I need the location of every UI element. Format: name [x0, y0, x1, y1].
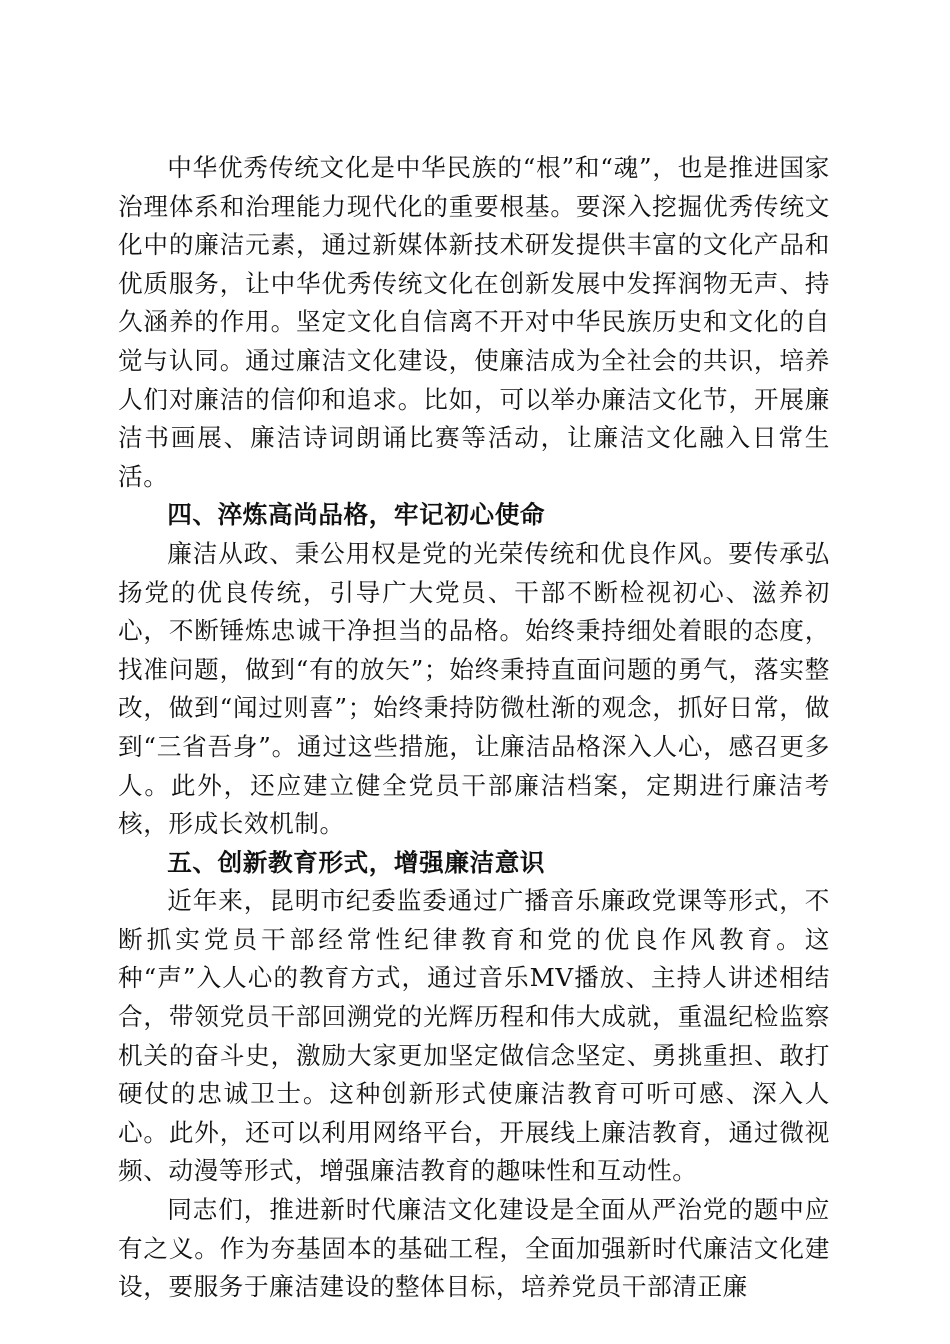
document-page	[118, 149, 830, 1307]
body-paragraph-1: 中华优秀传统文化是中华民族的“根”和“魂”，也是推进国家治理体系和治理能力现代化的重要根基。要深入挖掘优秀传统文化中的廉洁元素，通过新媒体新技术研发提供丰富的文化产品和优质服务，让中华优秀传统文化在创新发展中发挥润物无声、持久涵养的作用。坚定文化自信离不开对中华民族历史和文化的自觉与认同。通过廉洁文化建设，使廉洁成为全社会的共识，培养人们对廉洁的信仰和追求。比如，可以举办廉洁文化节，开展廉洁书画展、廉洁诗词朗诵比赛等活动，让廉洁文化融入日常生活。	[118, 153, 830, 491]
body-paragraph-4: 同志们，推进新时代廉洁文化建设是全面从严治党的题中应有之义。作为夯基固本的基础工程，全面加强新时代廉洁文化建设，要服务于廉洁建设的整体目标，培养党员干部清正廉	[118, 1195, 830, 1302]
body-paragraph-3: 近年来，昆明市纪委监委通过广播音乐廉政党课等形式，不断抓实党员干部经常性纪律教育和党的优良作风教育。这种“声”入人心的教育方式，通过音乐MV播放、主持人讲述相结合，带领党员干部回溯党的光辉历程和伟大成就，重温纪检监察机关的奋斗史，激励大家更加坚定做信念坚定、勇挑重担、敢打硬仗的忠诚卫士。这种创新形式使廉洁教育可听可感、深入人心。此外，还可以利用网络平台，开展线上廉洁教育，通过微视频、动漫等形式，增强廉洁教育的趣味性和互动性。	[118, 886, 830, 1186]
section-heading-4: 四、淬炼高尚品格，牢记初心使命	[167, 500, 546, 530]
section-heading-5: 五、创新教育形式，增强廉洁意识	[167, 847, 546, 877]
body-paragraph-2: 廉洁从政、秉公用权是党的光荣传统和优良作风。要传承弘扬党的优良传统，引导广大党员、干部不断检视初心、滋养初心，不断锤炼忠诚干净担当的品格。始终秉持细处着眼的态度，找准问题，做到“有的放矢”；始终秉持直面问题的勇气，落实整改，做到“闻过则喜”；始终秉持防微杜渐的观念，抓好日常，做到“三省吾身”。通过这些措施，让廉洁品格深入人心，感召更多人。此外，还应建立健全党员干部廉洁档案，定期进行廉洁考核，形成长效机制。	[118, 538, 830, 839]
